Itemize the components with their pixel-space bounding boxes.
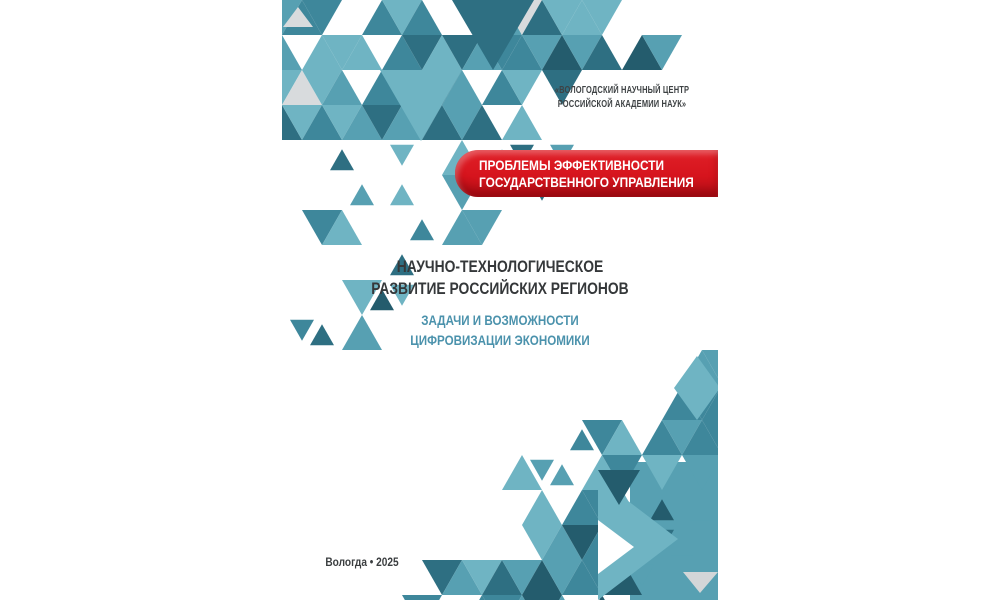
book-title-line-2: РАЗВИТИЕ РОССИЙСКИХ РЕГИОНОВ bbox=[371, 280, 629, 298]
book-cover bbox=[282, 0, 718, 600]
series-banner-line-1: ПРОБЛЕМЫ ЭФФЕКТИВНОСТИ bbox=[479, 157, 665, 173]
imprint-city-year: Вологда • 2025 bbox=[325, 557, 399, 569]
book-title-line-1: НАУЧНО-ТЕХНОЛОГИЧЕСКОЕ bbox=[396, 258, 604, 276]
book-subtitle-line-2: ЦИФРОВИЗАЦИИ ЭКОНОМИКИ bbox=[410, 333, 590, 348]
book-subtitle-line-1: ЗАДАЧИ И ВОЗМОЖНОСТИ bbox=[421, 313, 579, 328]
series-banner bbox=[455, 150, 718, 197]
publisher-name bbox=[547, 84, 697, 111]
book-title bbox=[282, 256, 718, 300]
book-subtitle bbox=[282, 311, 718, 351]
publisher-line-2: РОССИЙСКОЙ АКАДЕМИИ НАУК» bbox=[557, 98, 687, 110]
series-banner-line-2: ГОСУДАРСТВЕННОГО УПРАВЛЕНИЯ bbox=[479, 174, 694, 190]
publisher-line-1: «ВОЛОГОДСКИЙ НАУЧНЫЙ ЦЕНТР bbox=[554, 85, 690, 96]
